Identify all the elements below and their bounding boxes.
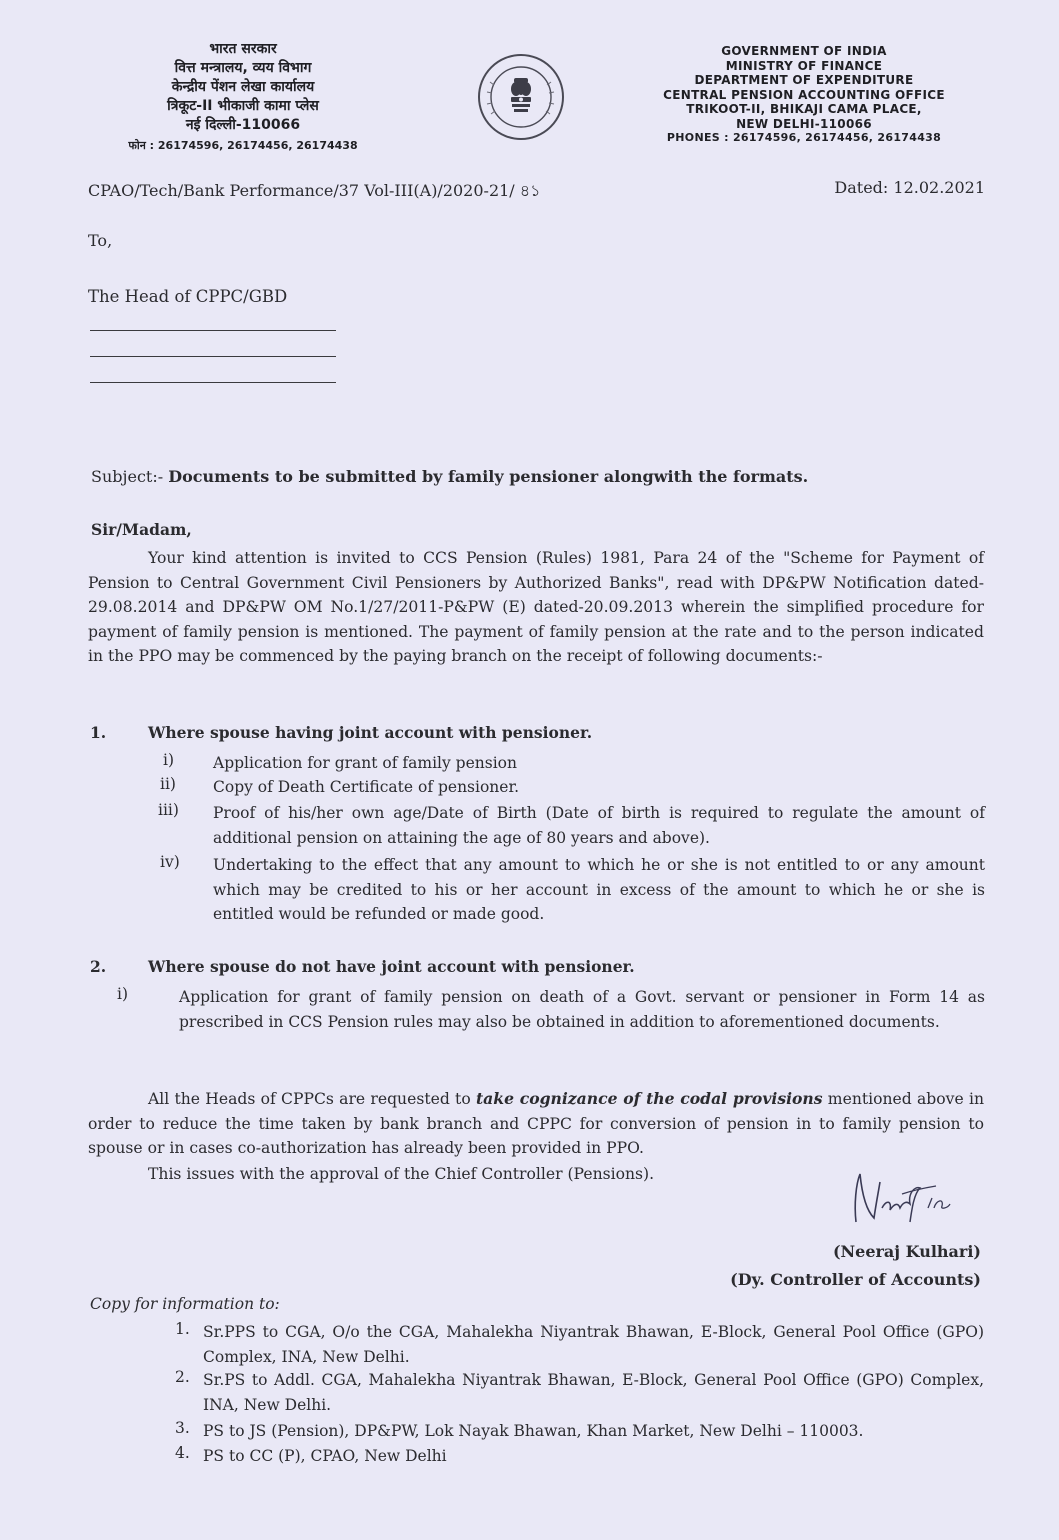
list-item-text: Sr.PPS to CGA, O/o the CGA, Mahalekha Niyantrak Bhawan, E-Block, General Pool Office (GPO) Complex, INA, New Delhi. (203, 1323, 984, 1366)
letterhead-english-phone: PHONES : 26174596, 26174456, 26174438 (666, 131, 942, 144)
reference-number: CPAO/Tech/Bank Performance/37 Vol-III(A)/2020-21/ ৪১ (88, 181, 541, 200)
signatory-name: (Neeraj Kulhari) (832, 1242, 981, 1261)
list-item-text: Copy of Death Certificate of pensioner. (213, 778, 520, 796)
letterhead-english-line: CENTRAL PENSION ACCOUNTING OFFICE (663, 87, 945, 102)
signatory (730, 1238, 981, 1294)
addressee: The Head of CPPC/GBD (88, 287, 288, 306)
cpao-seal-icon (460, 52, 582, 142)
signatory-designation: (Dy. Controller of Accounts) (730, 1270, 981, 1289)
copy-to-heading: Copy for information to: (90, 1295, 280, 1313)
letterhead-hindi-line: वित्त मन्त्रालय, व्यय विभाग (174, 60, 312, 76)
list-item-number: iii) (158, 801, 179, 819)
salutation: Sir/Madam, (91, 520, 192, 539)
section-1-number: 1. (90, 723, 107, 742)
list-item-number: i) (163, 751, 175, 769)
letterhead-hindi (78, 40, 408, 155)
subject-label: Subject:- (91, 467, 169, 486)
list-item-text: PS to JS (Pension), DP&PW, Lok Nayak Bhawan, Khan Market, New Delhi – 110003. (203, 1422, 864, 1440)
address-blank-line (90, 330, 336, 331)
closing-emphasis: take cognizance of the codal provisions (475, 1089, 823, 1108)
letterhead-hindi-line: भारत सरकार (209, 41, 277, 57)
address-blank-line (90, 382, 336, 383)
to-label: To, (88, 231, 113, 250)
letterhead-english-line: MINISTRY OF FINANCE (725, 58, 883, 73)
list-item-text: Proof of his/her own age/Date of Birth (Date of birth is required to regulate the amount of additional pension on attaining the age of 80 years and above). (213, 804, 985, 847)
letterhead-hindi-line: नई दिल्ली-110066 (185, 117, 301, 133)
list-item-number: ii) (160, 775, 176, 793)
list-item-text: Application for grant of family pension on death of a Govt. servant or pensioner in Form 14 as prescribed in CCS Pension rules may also be obtained in addition to aforementioned documents. (179, 988, 985, 1031)
letterhead-hindi-line: केन्द्रीय पेंशन लेखा कार्यालय (171, 79, 315, 95)
subject-line (91, 467, 808, 486)
list-item-number: 1. (175, 1320, 190, 1338)
list-item-number: 2. (175, 1368, 190, 1386)
list-item-text: Application for grant of family pension (213, 754, 517, 772)
section-2-title: Where spouse do not have joint account with pensioner. (148, 957, 635, 976)
subject-text: Documents to be submitted by family pensioner alongwith the formats. (168, 467, 809, 486)
list-item-number: i) (117, 985, 129, 1003)
closing-paragraph (88, 1087, 984, 1161)
section-1-title: Where spouse having joint account with pensioner. (148, 723, 593, 742)
list-item-number: iv) (160, 853, 180, 871)
list-item-number: 3. (175, 1419, 190, 1437)
letter-date: Dated: 12.02.2021 (834, 178, 985, 197)
list-item-text: PS to CC (P), CPAO, New Delhi (203, 1447, 447, 1465)
intro-paragraph: Your kind attention is invited to CCS Pension (Rules) 1981, Para 24 of the "Scheme for Payment of Pension to Central Government Civil Pensioners by Authorized Banks", read with DP&PW Notification dated-29.08.2014 and DP&PW OM No.1/27/2011-P&PW (E) dated-20.09.2013 wherein the simplified procedure for payment of family pension is mentioned. The payment of family pension at the rate and to the person indicated in the PPO may be commenced by the paying branch on the receipt of following documents:- (88, 549, 984, 665)
letterhead-english-line: NEW DELHI-110066 (736, 116, 872, 131)
letterhead-hindi-line: त्रिकूट-II भीकाजी कामा प्लेस (167, 98, 319, 114)
letterhead-english-line: GOVERNMENT OF INDIA (721, 44, 887, 58)
list-item-number: 4. (175, 1444, 190, 1462)
letterhead-english (608, 44, 1000, 146)
approval-line: This issues with the approval of the Chief Controller (Pensions). (148, 1165, 655, 1183)
list-item-text: Undertaking to the effect that any amount to which he or she is not entitled to or any amount which may be credited to his or her account in excess of the amount to which he or she is entitled would be refunded or made good. (213, 856, 985, 923)
letterhead-hindi-phone: फोन : 26174596, 26174456, 26174438 (128, 139, 358, 152)
letterhead-english-line: DEPARTMENT OF EXPENDITURE (694, 73, 914, 87)
letterhead-english-line: TRIKOOT-II, BHIKAJI CAMA PLACE, (686, 102, 922, 116)
list-item-text: Sr.PS to Addl. CGA, Mahalekha Niyantrak Bhawan, E-Block, General Pool Office (GPO) Complex, INA, New Delhi. (203, 1371, 984, 1414)
closing-text: All the Heads of CPPCs are requested to (148, 1090, 476, 1108)
handwritten-signature (844, 1164, 964, 1236)
closing-text: mentioned above in order to reduce the time taken by bank branch and CPPC for conversion of pension in to family pension to spouse or in cases co-authorization has already been provided in PPO. (88, 1090, 984, 1157)
address-blank-line (90, 356, 336, 357)
section-2-number: 2. (90, 957, 107, 976)
